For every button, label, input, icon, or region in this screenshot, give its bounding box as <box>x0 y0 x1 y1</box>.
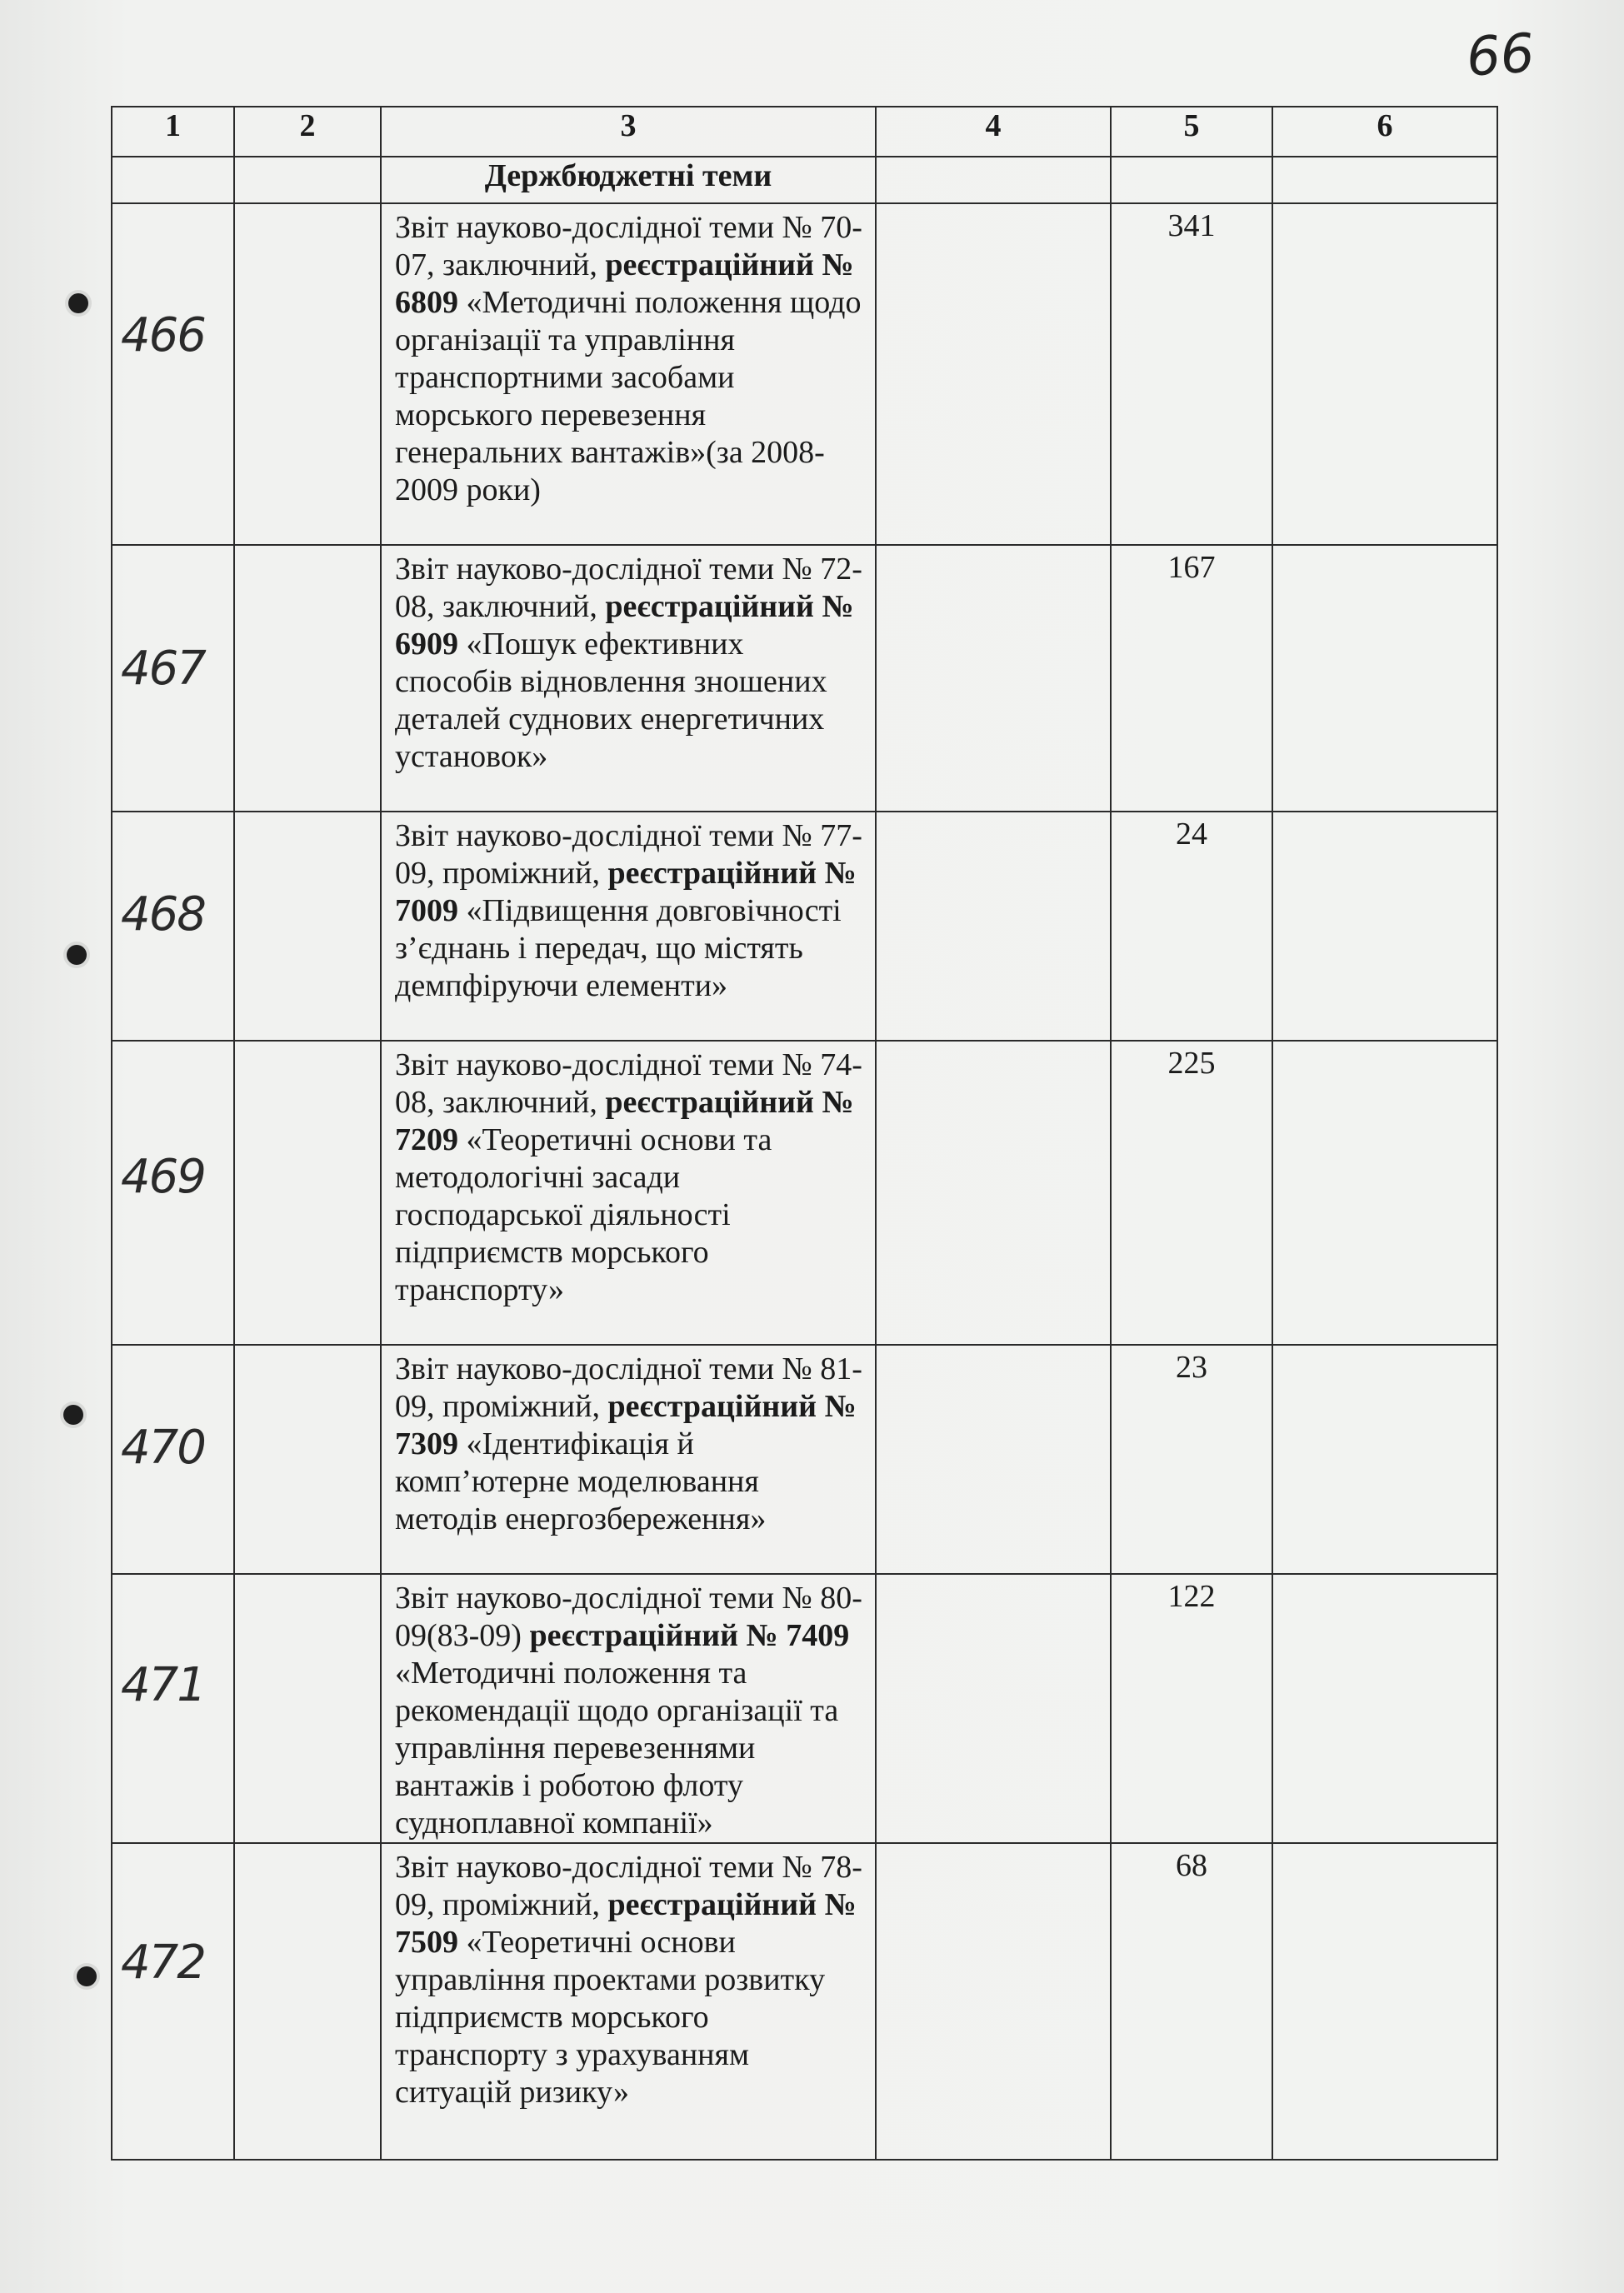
page-count: 225 <box>1111 1041 1272 1345</box>
page-count: 68 <box>1111 1843 1272 2160</box>
column-header: 5 <box>1111 107 1272 157</box>
handwritten-inventory-number: 468 <box>121 887 205 942</box>
report-description: Звіт науково-дослідної теми № 72-08, заключний, реєстраційний № 6909 «Пошук ефективних способів відновлення зношених деталей суднових енергетичних установок» <box>381 545 876 812</box>
report-description: Звіт науково-дослідної теми № 70-07, заключний, реєстраційний № 6809 «Методичні положення щодо організації та управління транспортними засобами морського перевезення генеральних вантажів»(за 2008-2009 роки) <box>381 203 876 545</box>
table-row <box>112 1345 1497 1574</box>
page-count: 23 <box>1111 1345 1272 1574</box>
report-description: Звіт науково-дослідної теми № 81-09, проміжний, реєстраційний № 7309 «Ідентифікація й комп’ютерне моделювання методів енергозбереження» <box>381 1345 876 1574</box>
handwritten-inventory-number: 469 <box>121 1150 205 1204</box>
report-description: Звіт науково-дослідної теми № 74-08, заключний, реєстраційний № 7209 «Теоретичні основи та методологічні засади господарської діяльності підприємств морського транспорту» <box>381 1041 876 1345</box>
table-row <box>112 203 1497 545</box>
page-count: 122 <box>1111 1574 1272 1843</box>
report-description: Звіт науково-дослідної теми № 77-09, проміжний, реєстраційний № 7009 «Підвищення довговічності з’єднань і передач, що містять демпфіруючи елементи» <box>381 812 876 1041</box>
punch-hole <box>67 945 87 965</box>
punch-hole <box>77 1966 97 1986</box>
punch-hole <box>63 1405 83 1425</box>
handwritten-inventory-number: 467 <box>121 642 205 696</box>
handwritten-page-number: 66 <box>1464 22 1537 89</box>
column-header: 6 <box>1272 107 1497 157</box>
handwritten-inventory-number: 471 <box>121 1658 205 1712</box>
report-description: Звіт науково-дослідної теми № 80-09(83-09) реєстраційний № 7409 «Методичні положення та рекомендації щодо організації та управління перевезеннями вантажів і роботою флоту судноплавної компанії» <box>381 1574 876 1843</box>
punch-hole <box>68 293 88 313</box>
table-row <box>112 812 1497 1041</box>
page-count: 167 <box>1111 545 1272 812</box>
page-count: 341 <box>1111 203 1272 545</box>
column-header-row <box>112 107 1497 157</box>
column-header: 4 <box>876 107 1111 157</box>
section-row <box>112 157 1497 203</box>
report-description: Звіт науково-дослідної теми № 78-09, проміжний, реєстраційний № 7509 «Теоретичні основи управління проектами розвитку підприємств морського транспорту з урахуванням ситуацій ризику» <box>381 1843 876 2160</box>
column-header: 3 <box>381 107 876 157</box>
registration-number: реєстраційний № 7409 <box>529 1618 850 1653</box>
registration-number: реєстраційний № 7009 <box>395 856 857 928</box>
section-title: Держбюджетні теми <box>381 157 876 203</box>
registration-number: реєстраційний № 7509 <box>395 1887 857 1960</box>
handwritten-inventory-number: 466 <box>121 308 205 362</box>
table-row <box>112 1574 1497 1843</box>
table-row <box>112 1041 1497 1345</box>
handwritten-inventory-number: 470 <box>121 1421 205 1475</box>
registration-number: реєстраційний № 6909 <box>395 589 854 662</box>
registration-number: реєстраційний № 7209 <box>395 1085 854 1157</box>
registration-number: реєстраційний № 6809 <box>395 247 854 320</box>
column-header: 2 <box>234 107 381 157</box>
table-row <box>112 545 1497 812</box>
table-row <box>112 1843 1497 2160</box>
handwritten-inventory-number: 472 <box>121 1936 205 1990</box>
registration-number: реєстраційний № 7309 <box>395 1389 857 1461</box>
registry-table <box>111 106 1498 2161</box>
column-header: 1 <box>112 107 234 157</box>
page-count: 24 <box>1111 812 1272 1041</box>
